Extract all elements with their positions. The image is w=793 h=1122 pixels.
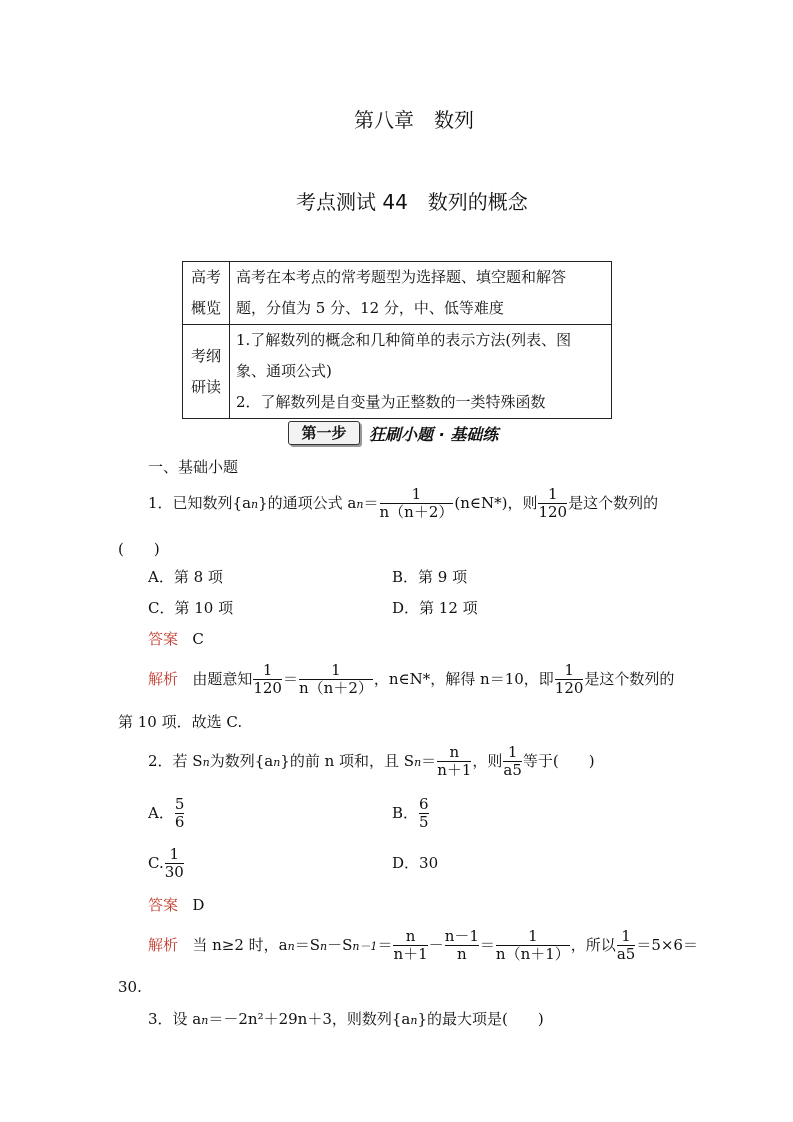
- q2-text: 为数列{a: [209, 751, 274, 770]
- q1-solution: 解析 由题意知 $\frac{1}{120}$ ＝ $\frac{1}{n(n+2)}$ ，n∈N*，解得 n＝10，即 $\frac{1}{120}$ 是这个数列的: [148, 661, 675, 698]
- q2-fraction: [437, 744, 471, 780]
- question-3: [148, 1008, 544, 1029]
- overview-row-syllabus: [183, 325, 612, 419]
- q1-text: 1．已知数列{a: [148, 493, 252, 512]
- q1-text: (n∈N*)，则: [454, 493, 538, 512]
- denominator: 5: [419, 813, 429, 832]
- q2-text: 2．若 S: [148, 751, 203, 770]
- sub-n: n: [414, 755, 422, 769]
- step-title: 狂刷小题 · 基础练: [369, 425, 499, 444]
- numerator: n－1: [444, 927, 479, 945]
- q3-text: 3．设 a: [148, 1010, 202, 1028]
- solution-text: ，所以: [570, 935, 616, 954]
- q2-fraction-target: [503, 744, 522, 780]
- q1-text: }的通项公式 a: [258, 493, 357, 512]
- q1-fraction: [380, 486, 454, 522]
- sub-n: n: [273, 755, 281, 769]
- overview-text: 题，分值为 5 分、12 分，中、低等难度: [236, 299, 504, 317]
- q2-solution-cont: 30.: [118, 978, 142, 996]
- denominator: n＋1: [437, 761, 472, 780]
- answer-value: D: [192, 896, 205, 914]
- question-1: [148, 486, 658, 522]
- numerator: 1: [548, 485, 558, 503]
- sub-n: n: [410, 1014, 418, 1027]
- q1-option-a: A．第 8 项: [148, 568, 223, 586]
- numerator: 1: [262, 661, 273, 679]
- step-badge: 第一步: [288, 421, 360, 445]
- numerator: n: [449, 743, 460, 761]
- overview-key-text: 高考 概览: [190, 268, 221, 317]
- q1-text: ＝: [363, 493, 379, 512]
- overview-key-exam: [183, 262, 230, 325]
- answer-label: 答案: [148, 896, 179, 914]
- solution-text: 由题意知: [192, 669, 253, 688]
- solution-fraction: [496, 928, 570, 964]
- chapter-title: 第八章 数列: [354, 108, 474, 132]
- overview-text: 象、通项公式): [236, 362, 332, 380]
- test-title: 考点测试 44 数列的概念: [296, 190, 528, 214]
- solution-fraction: [555, 662, 584, 698]
- solution-text: ，n∈N*，解得 n＝10，即: [373, 669, 554, 688]
- denominator: n（n＋2）: [379, 503, 454, 522]
- denominator: n（n＋1）: [495, 945, 570, 964]
- q2-option-a: [148, 796, 185, 832]
- q1-fraction-target: [538, 486, 567, 522]
- option-label: C.: [148, 853, 164, 872]
- overview-value-exam: [230, 262, 612, 325]
- q2-option-b: [392, 796, 430, 832]
- solution-fraction: [253, 662, 282, 698]
- answer-label: 答案: [148, 630, 179, 648]
- denominator: 30: [164, 863, 184, 882]
- numerator: 1: [411, 485, 422, 503]
- numerator: n: [405, 927, 416, 945]
- q3-text: ＝－2n²＋29n＋3，则数列{a: [208, 1010, 411, 1028]
- q1-solution-cont: 第 10 项．故选 C.: [118, 713, 243, 731]
- option-label: B．: [392, 803, 419, 822]
- solution-text: ＝5×6＝: [636, 935, 698, 954]
- sub-n-1: n－1: [352, 939, 378, 953]
- numerator: 5: [174, 795, 185, 813]
- q1-paren: ( ): [118, 540, 160, 558]
- q2-option-d: D．30: [392, 854, 439, 872]
- denominator: n＋1: [393, 945, 428, 964]
- sub-n: n: [319, 939, 328, 953]
- numerator: 1: [564, 661, 574, 679]
- numerator: 1: [331, 661, 341, 679]
- option-fraction: [165, 846, 184, 882]
- sub-n: n: [287, 939, 295, 953]
- overview-row-exam: [183, 262, 612, 325]
- option-label: A．: [148, 803, 174, 822]
- solution-text: 是这个数列的: [584, 669, 675, 688]
- overview-text: 1.了解数列的概念和几种简单的表示方法(列表、图: [236, 331, 572, 349]
- overview-key-syllabus: [183, 325, 230, 419]
- numerator: 1: [169, 845, 180, 863]
- overview-text: 高考在本考点的常考题型为选择题、填空题和解答: [236, 268, 567, 286]
- q2-text: ，则: [472, 751, 503, 770]
- solution-text: －S: [327, 935, 353, 954]
- sub-n: n: [251, 497, 259, 511]
- solution-text: ＝S: [294, 935, 320, 954]
- denominator: a5: [616, 945, 636, 964]
- denominator: 6: [174, 813, 185, 832]
- option-fraction: [419, 796, 429, 832]
- sub-n: n: [201, 1014, 209, 1027]
- solution-fraction: [393, 928, 427, 964]
- overview-key-text: 考纲 研读: [190, 346, 221, 396]
- option-fraction: [175, 796, 185, 832]
- q1-option-d: D．第 12 项: [392, 599, 478, 617]
- denominator: 120: [554, 679, 584, 698]
- denominator: n（n＋2）: [299, 679, 373, 698]
- q2-text: }的前 n 项和，且 S: [280, 751, 415, 770]
- q2-solution: 解析 当 n≥2 时，an＝Sn－Sn－1＝ $\frac{n}{n+1}$ － $\frac{n-1}{n}$ ＝ $\frac{1}{n(n+1)}$ ，所以 $\frac{1}{a5}$ ＝5×6＝: [148, 927, 698, 964]
- denominator: a5: [503, 761, 522, 780]
- numerator: 1: [528, 927, 538, 945]
- answer-value: C: [192, 630, 204, 648]
- numerator: 1: [621, 927, 631, 945]
- q1-text: 是这个数列的: [568, 493, 659, 512]
- overview-table: [182, 261, 612, 419]
- denominator: 120: [253, 679, 282, 698]
- section-heading: 一、基础小题: [148, 458, 239, 476]
- overview-text: 2．了解数列是自变量为正整数的一类特殊函数: [236, 393, 546, 411]
- numerator: 1: [507, 743, 518, 761]
- question-2: 2．若 Sn为数列{an}的前 n 项和，且 Sn＝ $\frac{n}{n+1}$ ，则 $\frac{1}{a5}$ 等于( ): [148, 743, 595, 780]
- sub-n: n: [356, 497, 364, 511]
- q1-option-c: C．第 10 项: [148, 599, 234, 617]
- overview-value-syllabus: [230, 325, 612, 419]
- solution-fraction: [617, 928, 636, 964]
- numerator: 6: [419, 795, 429, 813]
- q2-text: 等于( ): [522, 751, 595, 770]
- q1-answer: [148, 628, 204, 649]
- solution-fraction: [299, 662, 373, 698]
- q3-text: }的最大项是( ): [417, 1010, 544, 1028]
- q1-option-b: B．第 9 项: [392, 568, 468, 586]
- sub-n: n: [202, 755, 210, 769]
- denominator: 120: [538, 503, 568, 522]
- solution-label: 解析: [148, 669, 179, 688]
- q2-answer: [148, 894, 204, 915]
- denominator: n: [445, 945, 479, 963]
- solution-label: 解析: [148, 935, 179, 954]
- solution-text: 当 n≥2 时，a: [192, 935, 288, 954]
- solution-fraction: [445, 928, 479, 964]
- q2-option-c: [148, 846, 185, 882]
